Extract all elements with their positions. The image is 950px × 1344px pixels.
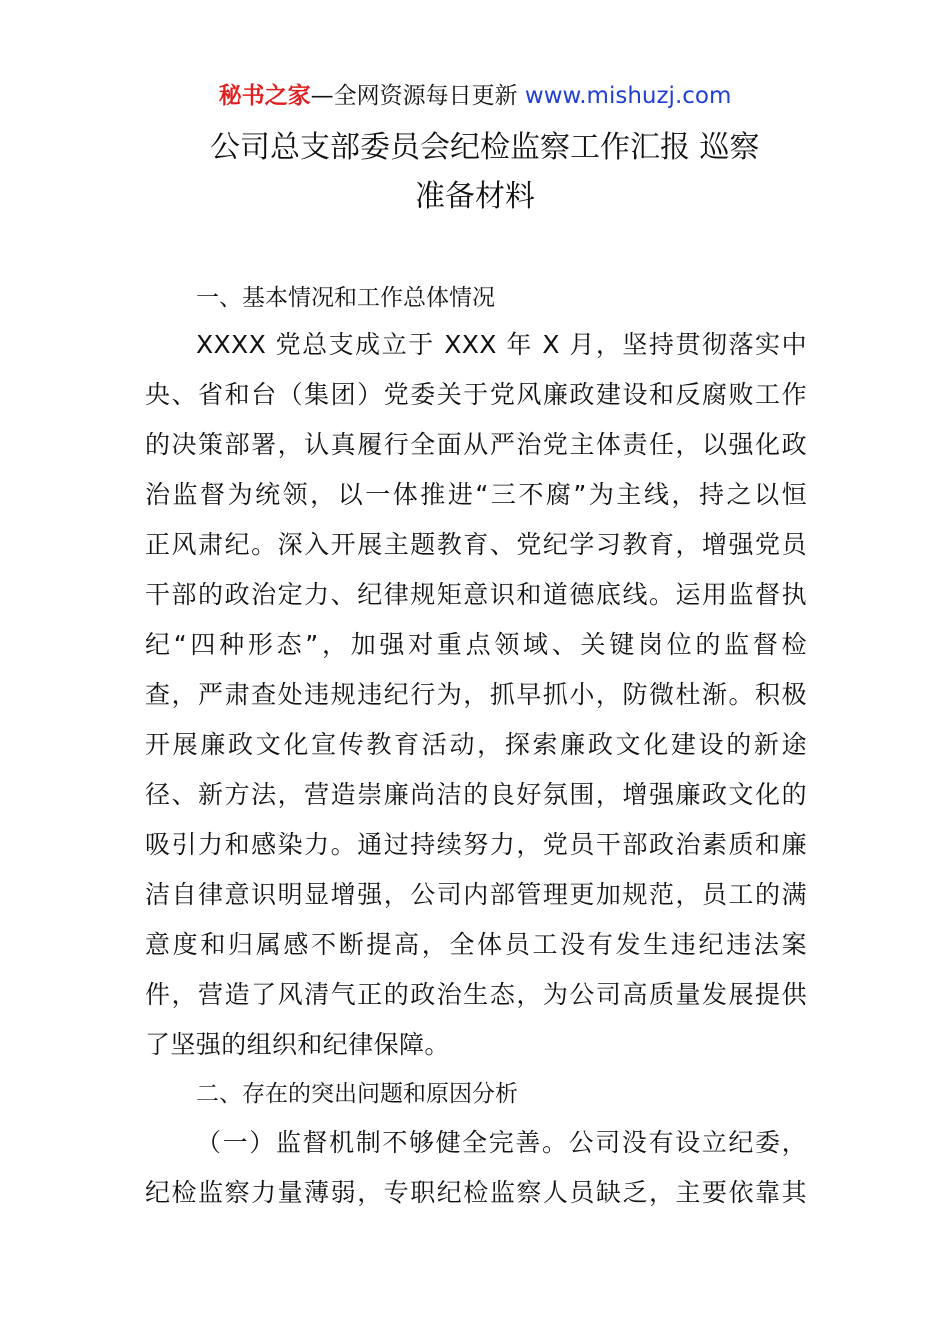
body-line: 央、省和台（集团）党委关于党风廉政建设和反腐败工作 [145, 380, 807, 409]
body-line: 纪“四种形态”，加强对重点领域、关键岗位的监督检 [145, 630, 807, 659]
site-header [0, 80, 950, 112]
body-line: 治监督为统领，以一体推进“三不腐”为主线，持之以恒 [145, 480, 807, 509]
body-line: 正风肃纪。深入开展主题教育、党纪学习教育，增强党员 [145, 530, 807, 559]
body-line: 了坚强的组织和纪律保障。 [145, 1030, 450, 1059]
header-tagline: —全网资源每日更新 [310, 83, 525, 109]
brand-name: 秘书之家 [218, 83, 311, 109]
body-line: XXXX 党总支成立于 XXX 年 X 月，坚持贯彻落实中 [196, 330, 807, 359]
body-line: 吸引力和感染力。通过持续努力，党员干部政治素质和廉 [145, 830, 807, 859]
section-heading-2: 二、存在的突出问题和原因分析 [196, 1081, 518, 1107]
body-line: 件，营造了风清气正的政治生态，为公司高质量发展提供 [145, 980, 807, 1009]
body-line: 径、新方法，营造崇廉尚洁的良好氛围，增强廉政文化的 [145, 780, 807, 809]
document-title-line-2: 准备材料 [415, 179, 535, 214]
section-heading-1: 一、基本情况和工作总体情况 [196, 285, 495, 311]
body-line: 意度和归属感不断提高，全体员工没有发生违纪违法案 [145, 930, 807, 959]
document-title-line-1: 公司总支部委员会纪检监察工作汇报 巡察 [210, 130, 760, 165]
body-line: 干部的政治定力、纪律规矩意识和道德底线。运用监督执 [145, 580, 807, 609]
body-line: 的决策部署，认真履行全面从严治党主体责任，以强化政 [145, 430, 807, 459]
body-line: 洁自律意识明显增强，公司内部管理更加规范，员工的满 [145, 880, 807, 909]
body-line: 开展廉政文化宣传教育活动，探索廉政文化建设的新途 [145, 730, 807, 759]
body-line: 纪检监察力量薄弱，专职纪检监察人员缺乏，主要依靠其 [145, 1178, 807, 1207]
body-line: 查，严肃查处违规违纪行为，抓早抓小，防微杜渐。积极 [145, 680, 807, 709]
body-line: （一）监督机制不够健全完善。公司没有设立纪委， [196, 1128, 807, 1157]
site-url-link[interactable]: www.mishuzj.com [524, 83, 732, 109]
